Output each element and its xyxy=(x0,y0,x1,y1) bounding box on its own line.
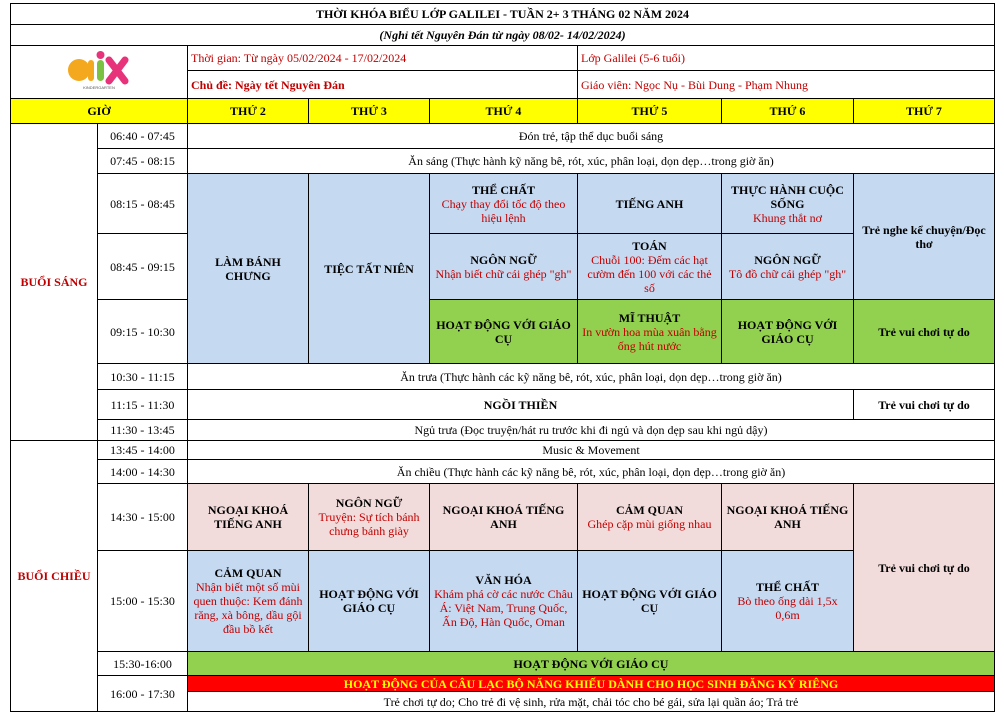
svg-text:KINDERGARTEN: KINDERGARTEN xyxy=(83,84,115,90)
lunch-cell: Ăn trưa (Thực hành các kỹ năng bê, rót, xúc, phân loại, dọn dẹp…trong giờ ăn) xyxy=(188,364,995,390)
activity-title: NGÔN NGỮ xyxy=(335,496,403,510)
wed-tools-cell: HOẠT ĐỘNG VỚI GIÁO CỤ xyxy=(430,300,578,364)
activity-desc: Chạy thay đổi tốc độ theo hiệu lệnh xyxy=(441,196,566,225)
sat-morning-cell: Trẻ nghe kể chuyện/Đọc thơ xyxy=(854,174,995,300)
fri-extra-en-cell: NGOẠI KHOÁ TIẾNG ANH xyxy=(722,484,854,551)
activity-desc: Khung thắt nơ xyxy=(752,210,822,225)
fri-tools-cell: HOẠT ĐỘNG VỚI GIÁO CỤ xyxy=(722,300,854,364)
page-title: THỜI KHÓA BIỂU LỚP GALILEI - TUẦN 2+ 3 THÁNG 02 NĂM 2024 xyxy=(11,4,995,25)
club-cell: HOẠT ĐỘNG CỦA CÂU LẠC BỘ NĂNG KHIẾU DÀNH CHO HỌC SINH ĐĂNG KÝ RIÊNG xyxy=(188,676,995,692)
activity-desc: In vườn hoa mùa xuân bằng ống hút nước xyxy=(582,324,717,353)
activity-title: MĨ THUẬT xyxy=(618,310,681,325)
tue-tools-cell: HOẠT ĐỘNG VỚI GIÁO CỤ xyxy=(309,551,430,652)
activity-title: THỂ CHẤT xyxy=(471,182,535,197)
time-slot: 07:45 - 08:15 xyxy=(98,149,188,174)
time-slot: 14:00 - 14:30 xyxy=(98,460,188,484)
activity-title: NGÔN NGỮ xyxy=(470,252,537,267)
fri-life-cell xyxy=(722,174,854,234)
arrival-cell: Đón trẻ, tập thể dục buổi sáng xyxy=(188,124,995,149)
aik-logo-icon xyxy=(59,50,139,92)
time-slot: 13:45 - 14:00 xyxy=(98,441,188,460)
activity-desc: Nhận biết một số mùi quen thuộc: Kem đánh răng, xà bông, dầu gội đầu bồ kết xyxy=(193,580,303,636)
activity-title: NGÔN NGỮ xyxy=(754,252,821,267)
activity-desc: Truyện: Sự tích bánh chưng bánh giày xyxy=(318,510,420,538)
fri-lang-cell xyxy=(722,234,854,300)
col-header-sat: THỨ 7 xyxy=(854,99,995,124)
activity-title: VĂN HÓA xyxy=(475,573,532,587)
mon-morning-cell: LÀM BÁNH CHƯNG xyxy=(188,174,309,364)
page-subtitle: (Nghỉ tết Nguyên Đán từ ngày 08/02- 14/02/2024) xyxy=(11,25,995,46)
wed-pe-cell xyxy=(430,174,578,234)
time-slot: 09:15 - 10:30 xyxy=(98,300,188,364)
period-info: Thời gian: Từ ngày 05/02/2024 - 17/02/2024 xyxy=(188,46,578,71)
wed-culture-cell xyxy=(430,551,578,652)
session-morning: BUỔI SÁNG xyxy=(11,124,98,441)
time-slot: 15:00 - 15:30 xyxy=(98,551,188,652)
thu-math-cell xyxy=(578,234,722,300)
breakfast-cell: Ăn sáng (Thực hành kỹ năng bê, rót, xúc, phân loại, dọn dẹp…trong giờ ăn) xyxy=(188,149,995,174)
timetable-wrapper xyxy=(10,3,994,712)
snack-cell: Ăn chiều (Thực hành các kỹ năng bê, rót, xúc, phân loại, dọn dẹp…trong giờ ăn) xyxy=(188,460,995,484)
nap-cell: Ngủ trưa (Đọc truyện/hát ru trước khi đi ngủ và dọn dẹp sau khi ngủ dậy) xyxy=(188,420,995,441)
activity-desc: Chuỗi 100: Đếm các hạt cườm đến 100 với các thẻ số xyxy=(587,252,712,295)
mon-extra-en-cell: NGOẠI KHOÁ TIẾNG ANH xyxy=(188,484,309,551)
music-cell: Music & Movement xyxy=(188,441,995,460)
tue-morning-cell: TIỆC TẤT NIÊN xyxy=(309,174,430,364)
fri-pe-cell xyxy=(722,551,854,652)
school-logo xyxy=(11,46,188,99)
col-header-wed: THỨ 4 xyxy=(430,99,578,124)
session-afternoon: BUỔI CHIỀU xyxy=(11,441,98,712)
thu-art-cell xyxy=(578,300,722,364)
theme-info: Chủ đề: Ngày tết Nguyên Đán xyxy=(188,71,578,99)
time-slot: 14:30 - 15:00 xyxy=(98,484,188,551)
teachers-info: Giáo viên: Ngọc Nụ - Bùi Dung - Phạm Nhung xyxy=(578,71,995,99)
class-info: Lớp Galilei (5-6 tuổi) xyxy=(578,46,995,71)
time-slot: 08:15 - 08:45 xyxy=(98,174,188,234)
mon-sense-cell xyxy=(188,551,309,652)
activity-desc: Tô đồ chữ cái ghép "gh" xyxy=(728,266,847,281)
sat-afternoon-cell: Trẻ vui chơi tự do xyxy=(854,484,995,652)
time-slot: 08:45 - 09:15 xyxy=(98,234,188,300)
sat-play-cell: Trẻ vui chơi tự do xyxy=(854,300,995,364)
time-slot: 11:15 - 11:30 xyxy=(98,390,188,420)
tools-all-cell: HOẠT ĐỘNG VỚI GIÁO CỤ xyxy=(188,652,995,676)
activity-title: CẢM QUAN xyxy=(214,566,282,580)
free-play-cell: Trẻ chơi tự do; Cho trẻ đi vệ sinh, rửa mặt, chải tóc cho bé gái, sửa lại quần áo; Trả trẻ xyxy=(188,692,995,712)
activity-title: CẢM QUAN xyxy=(616,503,683,517)
col-header-thu: THỨ 5 xyxy=(578,99,722,124)
meditation-cell: NGỒI THIỀN xyxy=(188,390,854,420)
activity-desc: Ghép cặp mùi giống nhau xyxy=(587,517,712,531)
time-slot: 16:00 - 17:30 xyxy=(98,676,188,712)
activity-desc: Khám phá cờ các nước Châu Á: Việt Nam, Trung Quốc, Ấn Độ, Hàn Quốc, Oman xyxy=(434,587,573,629)
col-header-time: GIỜ xyxy=(11,99,188,124)
thu-sense-cell xyxy=(578,484,722,551)
wed-lang-cell xyxy=(430,234,578,300)
time-slot: 11:30 - 13:45 xyxy=(98,420,188,441)
activity-title: TOÁN xyxy=(632,238,667,253)
wed-extra-en-cell: NGOẠI KHOÁ TIẾNG ANH xyxy=(430,484,578,551)
activity-desc: Bò theo ống dài 1,5x 0,6m xyxy=(737,594,838,622)
col-header-tue: THỨ 3 xyxy=(309,99,430,124)
time-slot: 15:30-16:00 xyxy=(98,652,188,676)
col-header-fri: THỨ 6 xyxy=(722,99,854,124)
timetable xyxy=(10,3,995,712)
tue-lang-cell xyxy=(309,484,430,551)
col-header-mon: THỨ 2 xyxy=(188,99,309,124)
time-slot: 10:30 - 11:15 xyxy=(98,364,188,390)
activity-title: THỰC HÀNH CUỘC SỐNG xyxy=(731,182,844,211)
thu-english-cell: TIẾNG ANH xyxy=(578,174,722,234)
activity-title: THỂ CHẤT xyxy=(755,580,819,594)
activity-desc: Nhận biết chữ cái ghép "gh" xyxy=(435,266,572,281)
time-slot: 06:40 - 07:45 xyxy=(98,124,188,149)
sat-play-cell-2: Trẻ vui chơi tự do xyxy=(854,390,995,420)
thu-tools-cell: HOẠT ĐỘNG VỚI GIÁO CỤ xyxy=(578,551,722,652)
